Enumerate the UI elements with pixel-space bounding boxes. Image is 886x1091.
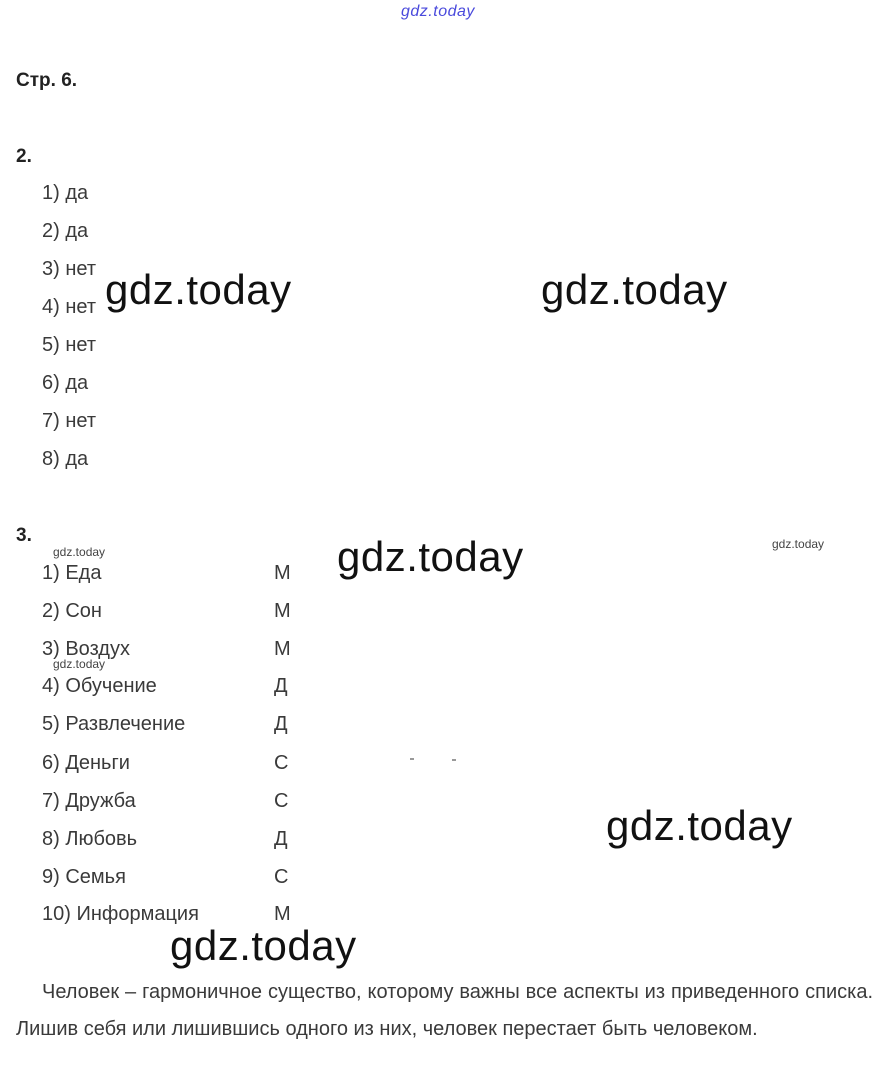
page-heading: Стр. 6.	[16, 70, 78, 91]
watermark-top: gdz.today	[401, 3, 475, 20]
task2-number: 2.	[16, 146, 32, 167]
task3-item: 7) Дружба	[42, 790, 136, 812]
scan-speck	[452, 759, 456, 761]
task2-answer: 8) да	[42, 448, 89, 470]
scan-speck	[410, 758, 414, 760]
task3-code: С	[274, 752, 289, 774]
watermark-large: gdz.today	[337, 533, 524, 580]
task2-answer: 5) нет	[42, 334, 97, 356]
task2-answer: 4) нет	[42, 296, 97, 318]
task3-item: 1) Еда	[42, 562, 102, 584]
task3-code: Д	[274, 713, 288, 735]
task3-number: 3.	[16, 525, 32, 546]
watermark-large: gdz.today	[170, 922, 357, 969]
task3-code: Д	[274, 675, 288, 697]
task3-item: 8) Любовь	[42, 828, 138, 850]
task3-item: 10) Информация	[42, 903, 199, 925]
watermark-large: gdz.today	[105, 266, 292, 313]
task3-item: 2) Сон	[42, 600, 102, 622]
conclusion-paragraph: Человек – гармоничное существо, которому важны все аспекты из приведенного списка. Лишив себя или лишившись одного из них, человек перестает быть человеком.	[16, 981, 873, 1040]
task3-code: С	[274, 866, 289, 888]
task3-code: М	[274, 562, 291, 584]
task2-answer: 7) нет	[42, 410, 97, 432]
watermark-small: gdz.today	[772, 537, 825, 551]
task3-code: М	[274, 638, 291, 660]
task3-code: Д	[274, 828, 288, 850]
task3-item: 3) Воздух	[42, 638, 130, 660]
task3-item: 9) Семья	[42, 866, 126, 888]
watermark-small: gdz.today	[53, 545, 106, 559]
watermark-large: gdz.today	[541, 266, 728, 313]
task2-answer: 3) нет	[42, 258, 97, 280]
task3-item: 5) Развлечение	[42, 713, 186, 735]
task2-answer: 1) да	[42, 182, 89, 204]
task3-code: С	[274, 790, 289, 812]
task3-item: 6) Деньги	[42, 752, 130, 774]
task2-answer: 2) да	[42, 220, 89, 242]
task3-code: М	[274, 600, 291, 622]
watermark-small: gdz.today	[53, 657, 106, 671]
watermark-large: gdz.today	[606, 802, 793, 849]
task3-code: М	[274, 903, 291, 925]
task2-answer: 6) да	[42, 372, 89, 394]
task3-item: 4) Обучение	[42, 675, 157, 697]
